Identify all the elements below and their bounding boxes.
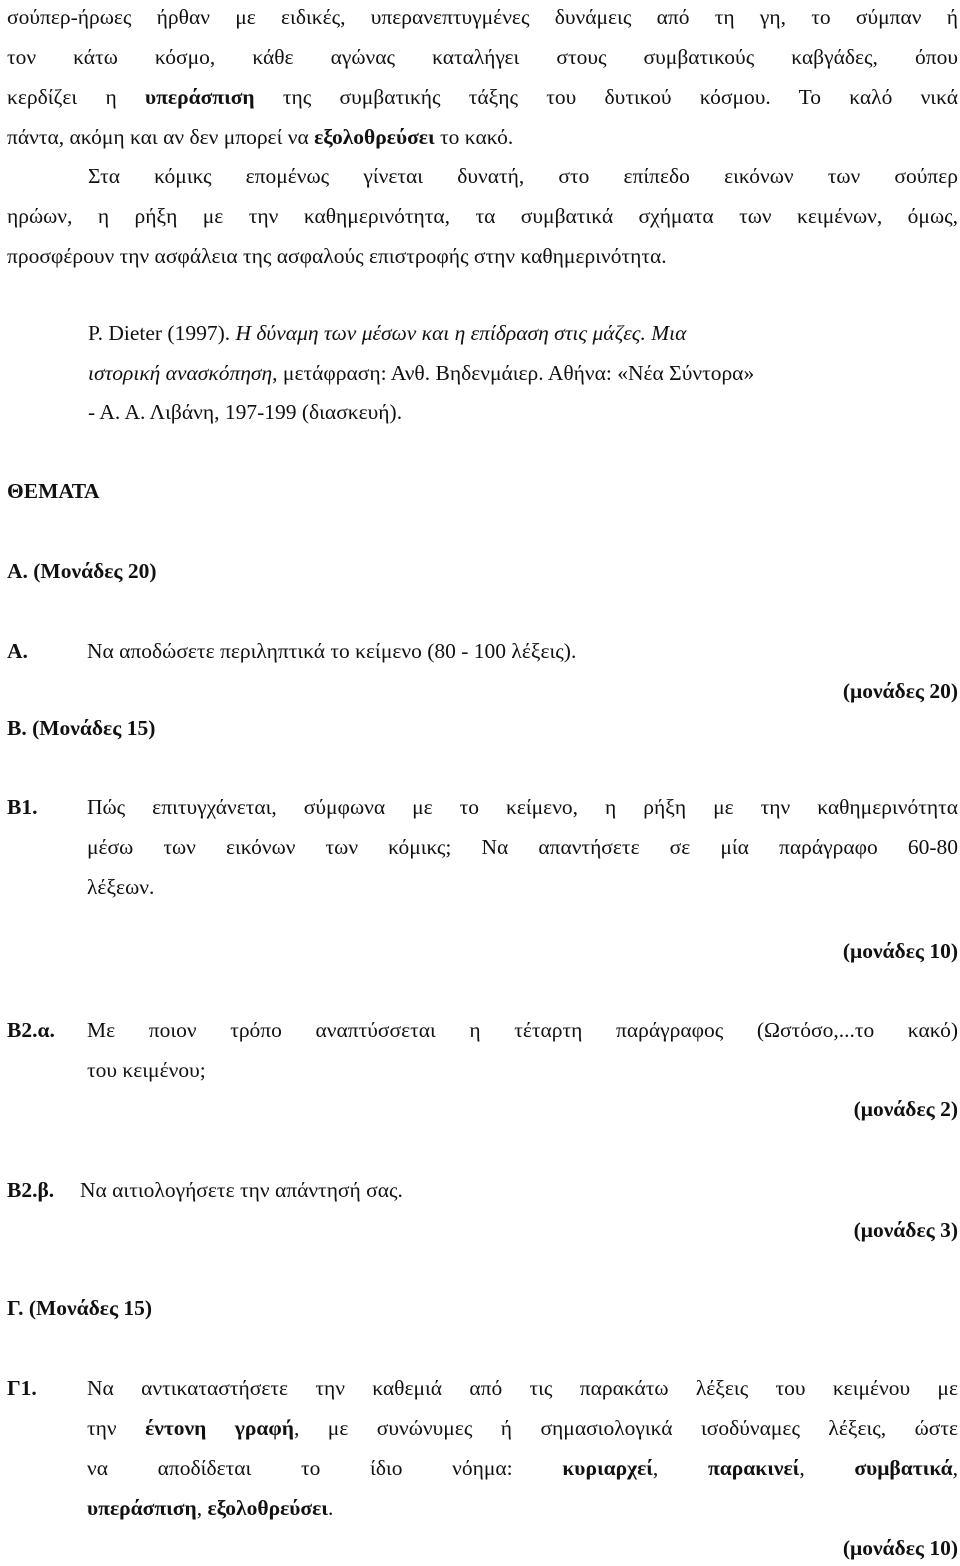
points-label: (μονάδες 3)	[853, 1218, 958, 1242]
question-label: Β2.β.	[7, 1178, 55, 1202]
question-text: λέξεων.	[87, 875, 155, 899]
section-a-title: Α. (Μονάδες 20)	[7, 559, 157, 583]
bold-term: εξολοθρεύσει	[314, 125, 435, 149]
passage-line: τον κάτω κόσμο, κάθε αγώνας καταλήγει στους συμβατικούς καβγάδες, όπου	[7, 45, 958, 69]
points-label: (μονάδες 2)	[853, 1097, 958, 1121]
source-citation: ιστορική ανασκόπηση, μετάφραση: Ανθ. Βηδενμάιερ. Αθήνα: «Νέα Σύντορα»	[88, 361, 755, 385]
passage-line: προσφέρουν την ασφάλεια της ασφαλούς επιστροφής στην καθημερινότητα.	[7, 244, 667, 268]
bold-term: κυριαρχεί	[562, 1456, 653, 1480]
question-text: Να αιτιολογήσετε την απάντησή σας.	[80, 1178, 403, 1202]
question-text: Να αποδώσετε περιληπτικά το κείμενο (80 - 100 λέξεις).	[87, 639, 577, 663]
bold-term: παρακινεί	[707, 1456, 800, 1480]
source-citation: - Α. Α. Λιβάνη, 197-199 (διασκευή).	[88, 400, 403, 424]
bold-term: εξολοθρεύσει	[207, 1496, 328, 1520]
question-label: Α.	[7, 639, 28, 663]
question-text: μέσω των εικόνων των κόμικς; Να απαντήσετε σε μία παράγραφο 60-80	[87, 835, 958, 859]
points-label: (μονάδες 10)	[842, 939, 958, 963]
question-text: του κειμένου;	[87, 1058, 206, 1082]
question-text: Με ποιον τρόπο αναπτύσσεται η τέταρτη παράγραφος (Ωστόσο,...το κακό)	[87, 1018, 958, 1042]
bold-term: υπεράσπιση	[144, 85, 255, 109]
question-label: Β1.	[7, 795, 38, 819]
question-text: Να αντικαταστήσετε την καθεμιά από τις παρακάτω λέξεις του κειμένου με	[87, 1376, 958, 1400]
question-text: Πώς επιτυγχάνεται, σύμφωνα με το κείμενο, η ρήξη με την καθημερινότητα	[87, 795, 958, 819]
passage-line: πάντα, ακόμη και αν δεν μπορεί να εξολοθρεύσει το κακό.	[7, 125, 514, 149]
passage-line: ηρώων, η ρήξη με την καθημερινότητα, τα συμβατικά σχήματα των κειμένων, όμως,	[7, 204, 958, 228]
source-citation: P. Dieter (1997). Η δύναμη των μέσων και η επίδραση στις μάζες. Μια	[88, 321, 687, 345]
passage-line: κερδίζει η υπεράσπιση της συμβατικής τάξης του δυτικού κόσμου. Το καλό νικά	[7, 85, 958, 109]
question-text: υπεράσπιση, εξολοθρεύσει.	[87, 1496, 334, 1520]
question-text: την έντονη γραφή, με συνώνυμες ή σημασιολογικά ισοδύναμες λέξεις, ώστε	[87, 1416, 959, 1440]
question-text: να αποδίδεται το ίδιο νόημα: κυριαρχεί, παρακινεί, συμβατικά,	[87, 1456, 959, 1480]
section-g-title: Γ. (Μονάδες 15)	[7, 1296, 153, 1320]
section-b-title: Β. (Μονάδες 15)	[7, 716, 156, 740]
page-title: ΘΕΜΑΤΑ	[7, 479, 100, 503]
question-label: Γ1.	[7, 1376, 37, 1400]
bold-term: έντονη γραφή	[145, 1416, 294, 1440]
question-label: Β2.α.	[7, 1018, 55, 1042]
passage-line: Στα κόμικς επομένως γίνεται δυνατή, στο επίπεδο εικόνων των σούπερ	[88, 164, 958, 188]
bold-term: συμβατικά	[854, 1456, 953, 1480]
points-label: (μονάδες 20)	[842, 679, 958, 703]
points-label: (μονάδες 10)	[842, 1536, 958, 1560]
bold-term: υπεράσπιση	[87, 1496, 197, 1520]
passage-line: σούπερ-ήρωες ήρθαν με ειδικές, υπερανεπτυγμένες δυνάμεις από τη γη, το σύμπαν ή	[7, 5, 958, 29]
